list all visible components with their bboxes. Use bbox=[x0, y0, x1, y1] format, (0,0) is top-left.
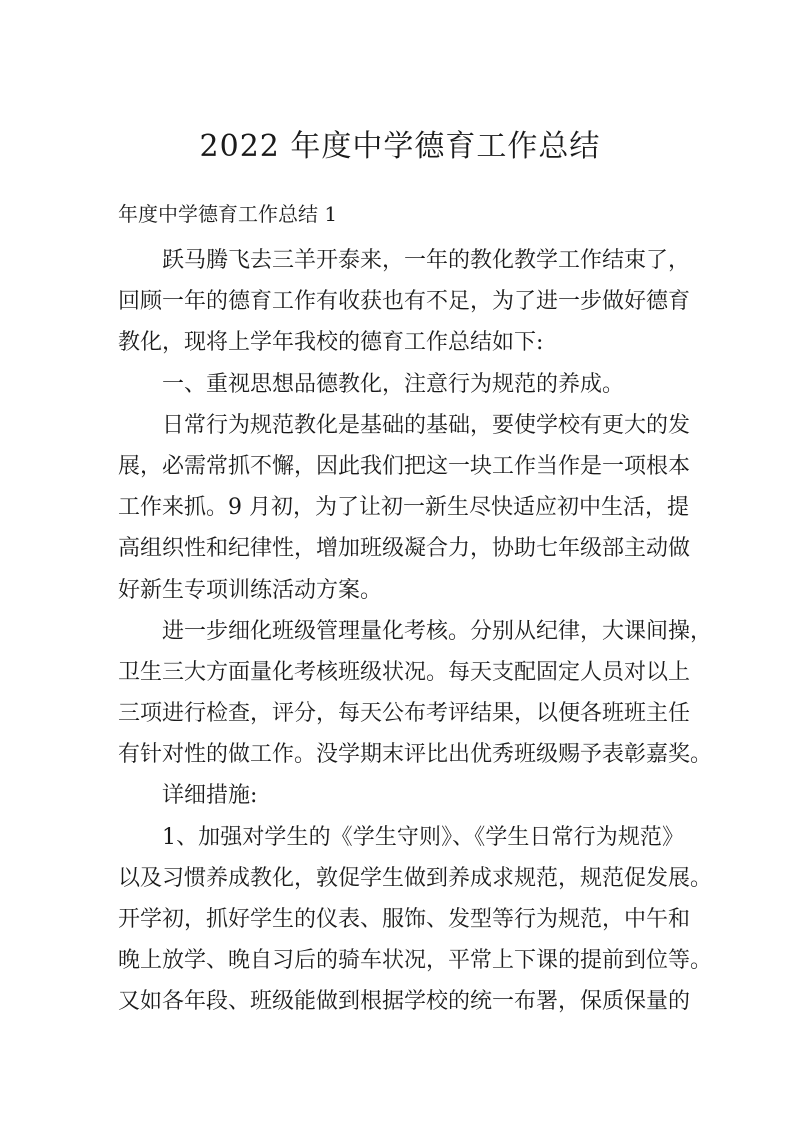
text-line: 三项进行检查，评分，每天公布考评结果，以便各班班主任 bbox=[118, 701, 691, 727]
text-line: 好新生专项训练活动方案。 bbox=[118, 577, 383, 603]
text-line: 详细措施: bbox=[162, 783, 258, 809]
section-heading: 年度中学德育工作总结 1 bbox=[118, 202, 338, 226]
text-line: 高组织性和纪律性，增加班级凝合力，协助七年级部主动做 bbox=[118, 536, 691, 562]
text-line: 以及习惯养成教化，敦促学生做到养成求规范，规范促发展。 bbox=[118, 865, 713, 891]
text-line: 一、重视思想品德教化，注意行为规范的养成。 bbox=[162, 371, 625, 397]
text-line: 工作来抓。9 月初，为了让初一新生尽快适应初中生活，提 bbox=[118, 495, 689, 521]
text-line: 晚上放学、晚自习后的骑车状况，平常上下课的提前到位等。 bbox=[118, 948, 713, 974]
text-line: 开学初，抓好学生的仪表、服饰、发型等行为规范，中午和 bbox=[118, 907, 691, 932]
text-line: 跃马腾飞去三羊开泰来，一年的教化教学工作结束了， bbox=[162, 248, 691, 273]
text-line: 有针对性的做工作。没学期末评比出优秀班级赐予表彰嘉奖。 bbox=[118, 742, 713, 768]
text-line: 日常行为规范教化是基础的基础，要使学校有更大的发 bbox=[162, 412, 691, 438]
text-line: 卫生三大方面量化考核班级状况。每天支配固定人员对以上 bbox=[118, 659, 691, 685]
document-title: 2022 年度中学德育工作总结 bbox=[199, 129, 601, 164]
text-line: 1、加强对学生的《学生守则》、《学生日常行为规范》 bbox=[162, 824, 684, 850]
text-line: 教化，现将上学年我校的德育工作总结如下: bbox=[118, 330, 544, 356]
body-text bbox=[118, 240, 713, 1023]
text-line: 展，必需常抓不懈，因此我们把这一块工作当作是一项根本 bbox=[118, 453, 691, 479]
text-line: 进一步细化班级管理量化考核。分别从纪律，大课间操， bbox=[162, 618, 713, 644]
text-line: 回顾一年的德育工作有收获也有不足，为了进一步做好德育 bbox=[118, 289, 691, 315]
text-line: 又如各年段、班级能做到根据学校的统一布署，保质保量的 bbox=[118, 989, 691, 1015]
